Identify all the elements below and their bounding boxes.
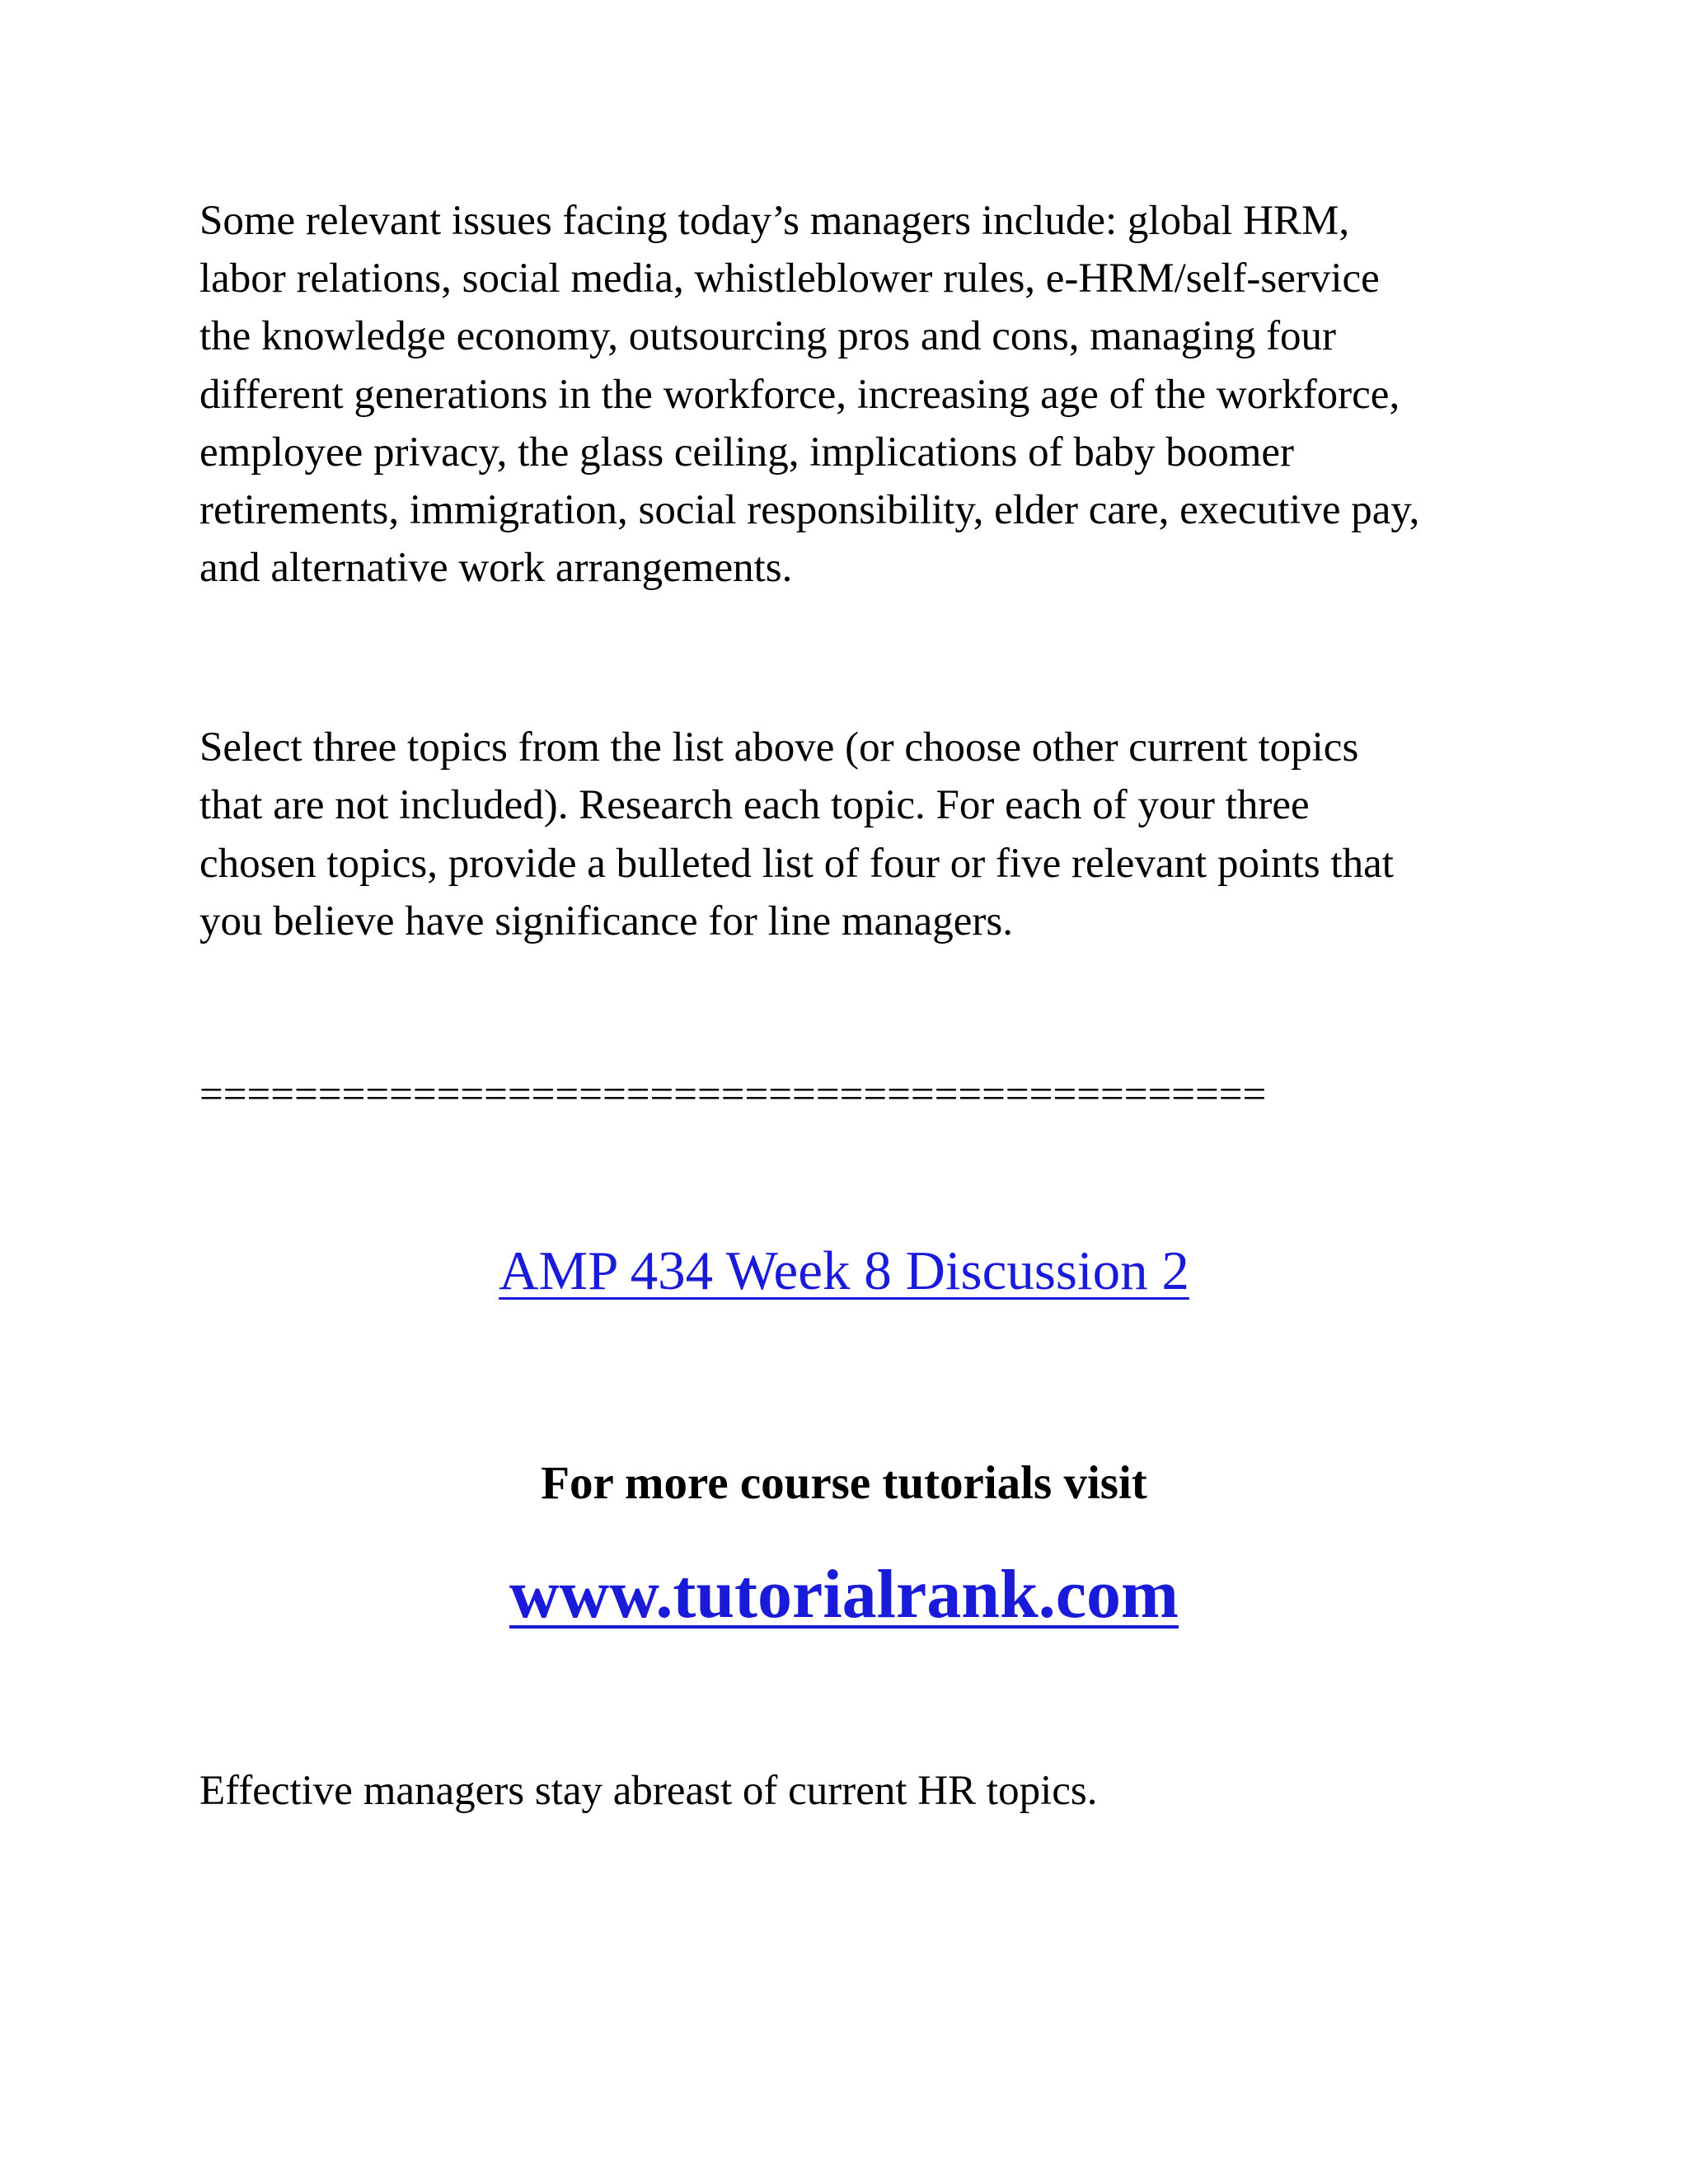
- issues-line: employee privacy, the glass ceiling, implications of baby boomer: [199, 429, 1294, 476]
- more-tutorials-heading: For more course tutorials visit: [541, 1457, 1147, 1509]
- issues-line: labor relations, social media, whistleblower rules, e-HRM/self-service: [199, 255, 1380, 302]
- site-link-block: [0, 1549, 1688, 1640]
- separator-line: =============================================: [199, 1071, 1267, 1118]
- issues-line: the knowledge economy, outsourcing pros and cons, managing four: [199, 313, 1337, 359]
- closing-text: Effective managers stay abreast of current HR topics.: [199, 1768, 1098, 1814]
- site-link[interactable]: www.tutorialrank.com: [509, 1556, 1179, 1633]
- issues-line: different generations in the workforce, increasing age of the workforce,: [199, 372, 1400, 418]
- instructions-line: you believe have significance for line managers.: [199, 898, 1014, 944]
- issues-line: Some relevant issues facing today’s managers include: global HRM,: [199, 198, 1350, 244]
- instructions-line: chosen topics, provide a bulleted list of four or five relevant points that: [199, 841, 1394, 887]
- discussion-title-block: [0, 1234, 1688, 1308]
- instructions-line: that are not included). Research each topic. For each of your three: [199, 782, 1310, 828]
- instructions-line: Select three topics from the list above (or choose other current topics: [199, 724, 1359, 771]
- issues-line: and alternative work arrangements.: [199, 545, 793, 591]
- issues-line: retirements, immigration, social responsibility, elder care, executive pay,: [199, 487, 1420, 533]
- discussion-title-link[interactable]: AMP 434 Week 8 Discussion 2: [499, 1240, 1189, 1301]
